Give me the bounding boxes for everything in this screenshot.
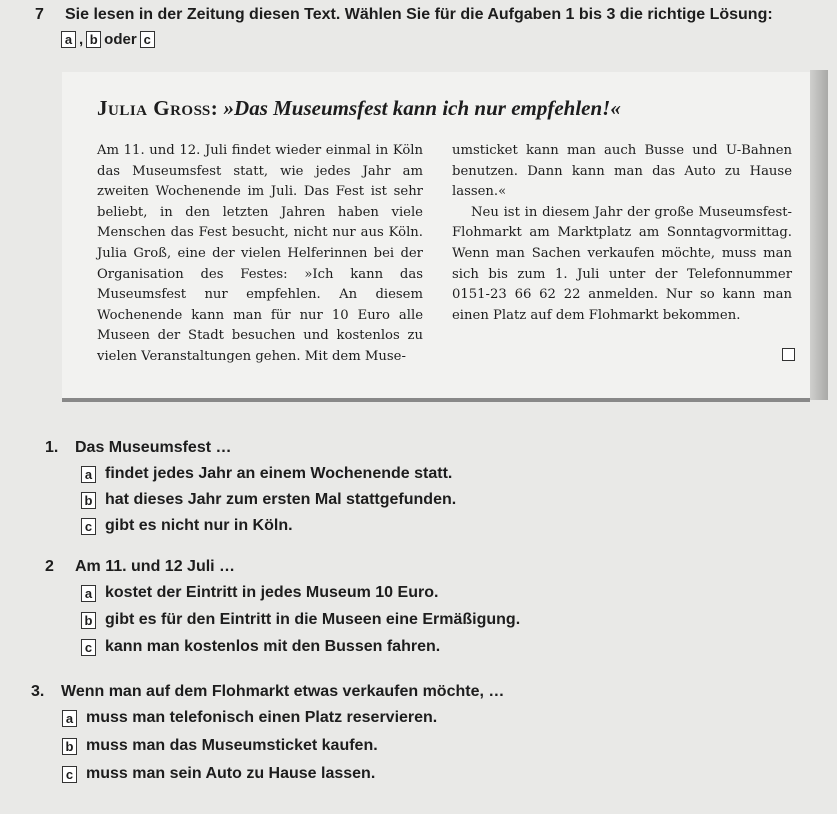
option-text: gibt es nicht nur in Köln. xyxy=(105,517,293,534)
option-text: kann man kostenlos mit den Bussen fahren. xyxy=(105,638,441,655)
option-2c[interactable] xyxy=(81,638,440,656)
question-stem: Das Museumsfest … xyxy=(75,439,232,456)
article-right-column xyxy=(452,141,792,326)
question-number: 1. xyxy=(45,439,59,456)
or-separator: oder xyxy=(104,31,137,48)
option-1c[interactable] xyxy=(81,517,293,535)
article-left-column xyxy=(97,141,423,368)
option-2b[interactable] xyxy=(81,611,520,629)
checkbox-b[interactable]: b xyxy=(81,492,96,509)
question-stem: Wenn man auf dem Flohmarkt etwas verkaufen möchte, … xyxy=(61,683,505,700)
question-stem: Am 11. und 12 Juli … xyxy=(75,558,236,575)
checkbox-c[interactable]: c xyxy=(62,766,77,783)
task-number: 7 xyxy=(35,6,44,23)
checkbox-a[interactable]: a xyxy=(81,585,96,602)
checkbox-a[interactable]: a xyxy=(81,466,96,483)
letter-box-c: c xyxy=(140,31,155,48)
article-title-name: Julia Groß: xyxy=(97,96,219,120)
article-right-paragraph-2: Neu ist in diesem Jahr der große Museumsfest-Flohmarkt am Marktplatz am Sonntagvormittag. Wenn man Sachen verkaufen möchte, muss man sich bis zum 1. Juli unter der Telefonnummer 0151-23 66 62 22 anmelden. Nur so kann man einen Platz auf dem Flohmarkt bekommen. xyxy=(452,204,792,323)
option-2a[interactable] xyxy=(81,584,438,602)
letter-box-b: b xyxy=(86,31,101,48)
question-number: 2 xyxy=(45,558,54,575)
checkbox-b[interactable]: b xyxy=(62,738,77,755)
article-left-text: Am 11. und 12. Juli findet wieder einmal in Köln das Museumsfest statt, wie jedes Jahr am zweiten Wochenende im Juli. Das Fest ist sehr beliebt, in den letzten Jahren haben viele Menschen das Fest besucht, nicht nur aus Köln. Julia Groß, eine der vielen Helferinnen bei der Organisation des Festes: »Ich kann das Museumsfest nur empfehlen. An diesem Wochenende kann man für nur 10 Euro alle Museen der Stadt besuchen und kostenlos zu vielen Veranstaltungen gehen. Mit dem Muse- xyxy=(97,143,423,364)
option-text: kostet der Eintritt in jedes Museum 10 Euro. xyxy=(105,584,439,601)
article-title-quote: »Das Museumsfest kann ich nur empfehlen!« xyxy=(223,96,621,120)
option-text: findet jedes Jahr an einem Wochenende statt. xyxy=(105,465,453,482)
article-page-edge xyxy=(810,70,828,400)
answer-letters-line xyxy=(61,31,155,48)
option-text: muss man telefonisch einen Platz reservieren. xyxy=(86,709,438,726)
checkbox-b[interactable]: b xyxy=(81,612,96,629)
option-3b[interactable] xyxy=(62,737,378,755)
option-text: muss man das Museumsticket kaufen. xyxy=(86,737,378,754)
option-1b[interactable] xyxy=(81,491,456,509)
article-end-square-icon xyxy=(782,348,795,361)
checkbox-c[interactable]: c xyxy=(81,518,96,535)
question-number: 3. xyxy=(31,683,45,700)
letter-box-a: a xyxy=(61,31,76,48)
checkbox-a[interactable]: a xyxy=(62,710,77,727)
option-3c[interactable] xyxy=(62,765,375,783)
task-instruction: Sie lesen in der Zeitung diesen Text. Wählen Sie für die Aufgaben 1 bis 3 die richtige Lösung: xyxy=(65,6,773,23)
newspaper-article xyxy=(62,72,810,402)
article-right-paragraph-1: umsticket kann man auch Busse und U-Bahnen benutzen. Dann kann man das Auto zu Hause lassen.« xyxy=(452,143,792,200)
option-1a[interactable] xyxy=(81,465,452,483)
checkbox-c[interactable]: c xyxy=(81,639,96,656)
option-text: hat dieses Jahr zum ersten Mal stattgefunden. xyxy=(105,491,457,508)
comma-separator: , xyxy=(79,31,84,48)
article-title xyxy=(97,96,621,121)
option-text: muss man sein Auto zu Hause lassen. xyxy=(86,765,376,782)
option-text: gibt es für den Eintritt in die Museen eine Ermäßigung. xyxy=(105,611,521,628)
option-3a[interactable] xyxy=(62,709,437,727)
